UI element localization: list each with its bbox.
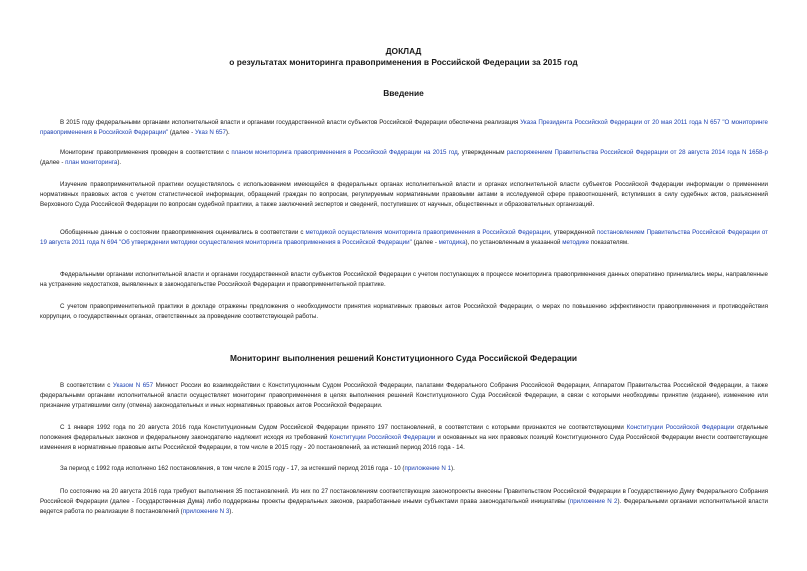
link-constitution-1[interactable]: Конституции Российской Федерации bbox=[626, 424, 735, 431]
link-appendix-1[interactable]: приложение N 1 bbox=[404, 465, 452, 472]
text: Минюст России во взаимодействии с Конституционным Судом Российской Федерации, палатами Федерального Собрания Российской Федерации, Аппаратом Правительства Российской Федерации, а также федеральными органами исполнительной власти осуществляет мониторинг правоприменения в целях выполнения решений Конституционного Суда Российской Федерации, в связи с которыми необходимы принятие (издание), изменение или признание утратившими силу (отмена) законодательных и иных нормативных правовых актов Российской Федерации. bbox=[40, 382, 769, 410]
link-metodike[interactable]: методике bbox=[562, 239, 590, 247]
link-appendix-3[interactable]: приложение N 3 bbox=[182, 508, 230, 516]
text: (далее - bbox=[40, 159, 66, 167]
text: ). bbox=[117, 159, 122, 167]
paragraph-intro-5: Федеральными органами исполнительной власти и органами государственной власти субъектов Российской Федерации с учетом поступающих в процессе мониторинга правоприменения данных оперативно принимались меры, направленные на устранение недостатков, выявленных в законодательстве Российской Федерации и правоприменительной практике. bbox=[40, 271, 768, 289]
text: ), по установленным в указанной bbox=[465, 239, 563, 247]
text: Обобщенные данные о состоянии правоприменения оценивались в соответствии с bbox=[60, 229, 306, 236]
heading-constitutional-court: Мониторинг выполнения решений Конституционного Суда Российской Федерации bbox=[229, 353, 578, 363]
text: , утвержденной bbox=[550, 229, 597, 236]
link-government-resolution-694[interactable]: постановлением Правительства Российской Федерации от 19 августа 2011 года N 694 "Об утверждении методики осуществления мониторинга правоприменения в Российской Федерации" bbox=[40, 229, 768, 247]
text: , утвержденным bbox=[457, 149, 507, 156]
text: показателям. bbox=[589, 239, 629, 247]
link-ukaz-657-full[interactable]: Указа Президента Российской Федерации от 20 мая 2011 года N 657 "О мониторинге правоприменения в Российской Федерации" bbox=[40, 119, 768, 137]
paragraph-court-4 bbox=[40, 487, 768, 518]
text: Мониторинг правоприменения проведен в соответствии с bbox=[60, 149, 232, 156]
link-government-order-1658[interactable]: распоряжением Правительства Российской Федерации от 28 августа 2014 года N 1658-р bbox=[506, 149, 768, 156]
link-constitution-2[interactable]: Конституции Российской Федерации bbox=[329, 434, 436, 442]
text: отдельные положения федеральных законов и федеральному законодателю надлежит исходя из требований bbox=[40, 424, 769, 442]
text: ). bbox=[229, 508, 234, 516]
paragraph-intro-2 bbox=[40, 148, 768, 168]
text: ). bbox=[451, 465, 455, 472]
paragraph-intro-1 bbox=[40, 118, 768, 138]
text: ). Федеральными органами исполнительной власти ведется работа по реализации 8 постановлений ( bbox=[40, 498, 768, 516]
link-metodika[interactable]: методика bbox=[438, 239, 466, 247]
link-monitoring-plan-2015[interactable]: планом мониторинга правоприменения в Российской Федерации на 2015 год bbox=[231, 149, 458, 156]
text: По состоянию на 20 августа 2016 года требуют выполнения 35 постановлений. Из них по 27 постановлениям соответствующие законопроекты внесены Правительством Российской Федерации в Государственную Думу Федерального Собрания Российской Федерации (далее - Государственная Дума) либо поддержаны проекты федеральных законов, разработанные иными субъектами права законодательной инициативы ( bbox=[40, 488, 768, 506]
link-ukaz-657-court[interactable]: Указом N 657 bbox=[112, 382, 154, 389]
text: В соответствии с bbox=[60, 382, 113, 389]
link-appendix-2[interactable]: приложение N 2 bbox=[569, 498, 618, 506]
text: ). bbox=[225, 129, 230, 137]
link-methodology[interactable]: методикой осуществления мониторинга правоприменения в Российской Федерации bbox=[305, 229, 551, 236]
paragraph-court-2 bbox=[40, 423, 768, 454]
doc-title: ДОКЛАД bbox=[385, 46, 422, 56]
paragraph-court-1 bbox=[40, 381, 768, 412]
text: (далее - bbox=[411, 239, 439, 247]
link-ukaz-657[interactable]: Указ N 657 bbox=[194, 129, 226, 137]
paragraph-court-3 bbox=[40, 464, 768, 474]
text: (далее - bbox=[168, 129, 195, 137]
text: За период с 1992 года исполнено 162 постановления, в том числе в 2015 году - 17, за истекший период 2016 года - 10 ( bbox=[60, 465, 405, 472]
doc-subtitle: о результатах мониторинга правоприменения в Российской Федерации за 2015 год bbox=[229, 57, 578, 67]
paragraph-intro-3: Изучение правоприменительной практики осуществлялось с использованием имеющейся в федеральных органах исполнительной власти и органах исполнительной власти субъектов Российской Федерации информации о применении нормативных правовых актов с учетом статистической информации, обращений граждан по вопросам, регулируемым нормативными правовыми актами в исследуемой сфере правоотношений, вступивших в силу судебных актов, разъяснений Верховного Суда Российской Федерации по вопросам судебной практики, а также заключений экспертов и сведений, поступивших от научных, общественных и образовательных организаций. bbox=[40, 181, 768, 209]
heading-introduction: Введение bbox=[383, 88, 424, 98]
title-block bbox=[0, 46, 807, 68]
text: В 2015 году федеральными органами исполнительной власти и органами государственной власти субъектов Российской Федерации обеспечена реализация bbox=[60, 119, 521, 126]
paragraph-intro-6: С учетом правоприменительной практики в докладе отражены предложения о необходимости принятия нормативных правовых актов Российской Федерации, о мерах по повышению эффективности правоприменения и противодействия коррупции, о государственных органах, ответственных за проведение соответствующей работы. bbox=[40, 303, 768, 321]
paragraph-intro-4 bbox=[40, 228, 768, 248]
text: и основанных на них правовых позиций Конституционного Суда Российской Федерации внести соответствующие изменения в нормативные правовые акты Российской Федерации, в том числе в 2015 году - 20 постановлений, за истекший период 2016 года - 14. bbox=[40, 434, 768, 452]
text: С 1 января 1992 года по 20 августа 2016 года Конституционным Судом Российской Федерации принято 197 постановлений, в соответствии с которыми признаются не соответствующими bbox=[60, 424, 627, 431]
link-monitoring-plan[interactable]: план мониторинга bbox=[65, 159, 118, 167]
